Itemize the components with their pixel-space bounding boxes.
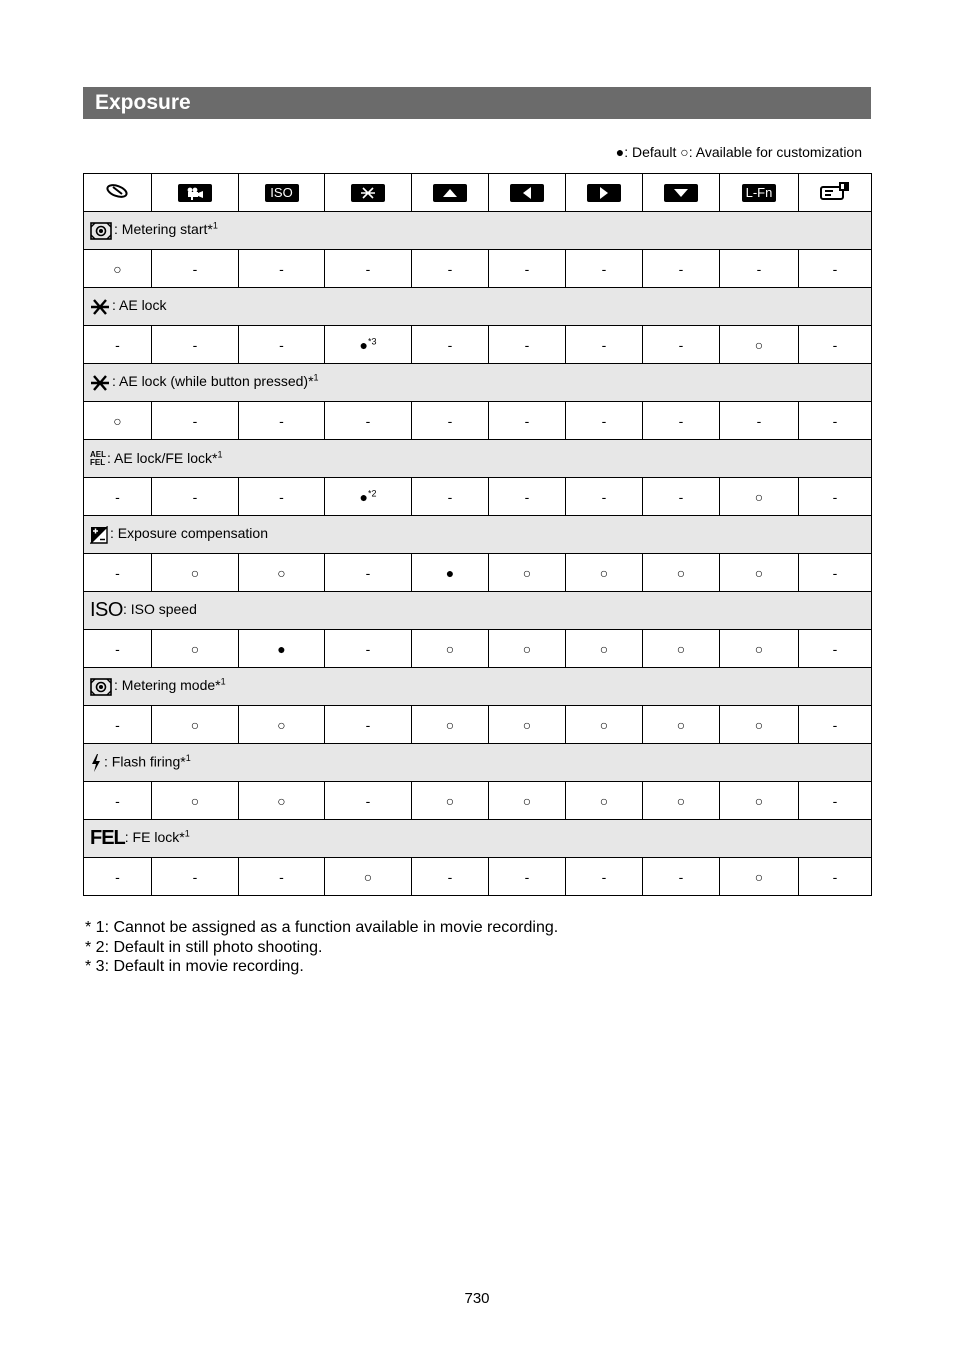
assignment-cell (799, 250, 872, 288)
assignment-cell (489, 706, 566, 744)
function-value-row (84, 402, 872, 440)
function-label: : Metering mode* (114, 677, 221, 694)
function-value-row (84, 858, 872, 896)
assignment-value: - (192, 868, 198, 885)
assignment-cell (566, 554, 643, 592)
assignment-cell (412, 326, 489, 364)
assignment-cell (489, 250, 566, 288)
assignment-cell (489, 402, 566, 440)
footnote-ref: 1 (220, 676, 226, 687)
assignment-cell (720, 554, 799, 592)
footnote-ref: 1 (217, 449, 223, 460)
assignment-value: ○ (522, 640, 532, 657)
function-label-cell (84, 212, 872, 250)
assignment-value: ○ (676, 792, 686, 809)
assignment-cell (489, 782, 566, 820)
assignment-cell (720, 326, 799, 364)
assignment-value: - (365, 564, 371, 581)
assignment-value: - (115, 716, 120, 733)
button-header-row (84, 174, 872, 212)
assignment-value: - (832, 260, 838, 277)
assignment-value: - (115, 336, 120, 353)
assignment-cell (239, 326, 325, 364)
fel-icon: FEL (90, 827, 125, 849)
multi-function-lock-icon (819, 181, 851, 201)
assignment-cell (152, 858, 239, 896)
function-label: : Metering start* (114, 221, 213, 238)
assignment-value: - (192, 260, 198, 277)
function-label-row (84, 516, 872, 554)
assignment-value: - (192, 488, 198, 505)
assignment-cell (84, 706, 152, 744)
up-cross-key-icon (433, 184, 467, 202)
function-label-row (84, 288, 872, 326)
assignment-cell (239, 402, 325, 440)
assignment-value: - (601, 336, 607, 353)
assignment-cell (412, 630, 489, 668)
column-header (84, 174, 152, 212)
column-header (489, 174, 566, 212)
assignment-cell (84, 782, 152, 820)
assignment-value: ○ (754, 792, 764, 809)
assignment-cell (566, 326, 643, 364)
assignment-cell (489, 478, 566, 516)
assignment-value: ● (445, 564, 455, 581)
assignment-cell (799, 858, 872, 896)
function-label-row (84, 440, 872, 478)
section-title: Exposure (83, 87, 871, 119)
ae-lock-icon (90, 374, 110, 392)
function-value-row (84, 250, 872, 288)
column-header (566, 174, 643, 212)
assignment-cell (325, 250, 412, 288)
function-label-row (84, 364, 872, 402)
assignment-cell (799, 782, 872, 820)
assignment-value: - (601, 412, 607, 429)
assignment-value: ○ (522, 716, 532, 733)
assignment-cell (152, 630, 239, 668)
function-value-row (84, 782, 872, 820)
assignment-cell (720, 630, 799, 668)
assignment-value: - (447, 488, 453, 505)
assignment-value: ● (359, 488, 368, 505)
assignment-cell (84, 250, 152, 288)
assignment-cell (325, 402, 412, 440)
function-label: : FE lock* (124, 829, 185, 846)
assignment-cell (643, 630, 720, 668)
down-cross-key-icon (664, 184, 698, 202)
assignment-value: ○ (676, 640, 686, 657)
assignment-value: - (678, 412, 684, 429)
assignment-value: ○ (445, 716, 455, 733)
assignment-cell (643, 250, 720, 288)
assignment-value: ○ (522, 564, 532, 581)
assignment-value: - (678, 488, 684, 505)
assignment-cell (84, 858, 152, 896)
function-label-row (84, 744, 872, 782)
assignment-cell (325, 858, 412, 896)
assignment-cell (799, 402, 872, 440)
assignment-value: - (365, 260, 371, 277)
assignment-value: - (601, 868, 607, 885)
assignment-value: - (115, 488, 120, 505)
footnote-ref: 1 (313, 372, 319, 383)
assignment-cell (643, 782, 720, 820)
assignment-value: ○ (445, 792, 455, 809)
assignment-cell (566, 478, 643, 516)
assignment-cell (643, 706, 720, 744)
assignment-value: ○ (522, 792, 532, 809)
assignment-value: - (447, 412, 453, 429)
assignment-value: - (115, 640, 120, 657)
assignment-cell (84, 326, 152, 364)
assignment-value: - (447, 260, 453, 277)
assignment-value: - (115, 868, 120, 885)
assignment-value: - (524, 868, 530, 885)
ae-lock-button-icon (351, 184, 385, 202)
assignment-value: ● (277, 640, 286, 657)
icon-text-bottom: FEL (90, 458, 106, 468)
assignment-value: ○ (277, 716, 286, 733)
assignment-value: ○ (363, 868, 373, 885)
assignment-cell (643, 858, 720, 896)
assignment-value: ○ (190, 564, 200, 581)
assignment-value: - (832, 336, 838, 353)
assignment-cell (566, 782, 643, 820)
function-label: : AE lock/FE lock* (107, 449, 218, 466)
footnote-ref: *3 (367, 335, 377, 346)
assignment-cell (489, 326, 566, 364)
function-label-cell (84, 592, 872, 630)
assignment-cell (239, 782, 325, 820)
legend: ●: Default ○: Available for customization (615, 144, 862, 160)
assignment-cell (720, 706, 799, 744)
assignment-value: - (365, 792, 371, 809)
assignment-cell (720, 858, 799, 896)
assignment-value: ○ (754, 564, 764, 581)
assignment-value: ○ (113, 260, 122, 277)
right-cross-key-icon (587, 184, 621, 202)
footnote: * 3: Default in movie recording. (85, 958, 304, 975)
assignment-value: - (678, 868, 684, 885)
assignment-value: ○ (190, 792, 200, 809)
movie-button-icon (178, 184, 212, 202)
footnote-ref: 1 (185, 752, 191, 763)
assignment-value: - (279, 868, 284, 885)
function-value-row (84, 630, 872, 668)
assignment-value: - (365, 640, 371, 657)
column-header (643, 174, 720, 212)
assignment-cell (643, 402, 720, 440)
assignment-cell (152, 706, 239, 744)
assignment-value: ○ (754, 640, 764, 657)
assignment-cell (566, 706, 643, 744)
metering-icon (90, 222, 112, 240)
assignment-value: ○ (754, 868, 764, 885)
assignment-cell (720, 402, 799, 440)
flash-icon (90, 753, 102, 773)
function-value-row (84, 478, 872, 516)
assignment-value: - (524, 412, 530, 429)
footnote: * 1: Cannot be assigned as a function available in movie recording. (85, 919, 559, 936)
column-header (239, 174, 325, 212)
assignment-cell (152, 782, 239, 820)
function-label-cell (84, 744, 872, 782)
assignment-value: ○ (277, 564, 286, 581)
assignment-value: - (832, 792, 838, 809)
assignment-value: ○ (599, 640, 609, 657)
function-label-cell (84, 516, 872, 554)
function-value-row (84, 326, 872, 364)
column-header (720, 174, 799, 212)
assignment-value: - (756, 412, 762, 429)
function-label-cell (84, 820, 872, 858)
assignment-value: - (279, 488, 284, 505)
assignment-value: ○ (754, 488, 764, 505)
assignment-value: - (365, 412, 371, 429)
l-fn-button-icon: L-Fn (742, 184, 776, 202)
ae-lock-icon (90, 298, 110, 316)
function-assignment-table (83, 173, 872, 896)
assignment-value: - (678, 336, 684, 353)
column-header (412, 174, 489, 212)
assignment-cell (489, 554, 566, 592)
assignment-cell (325, 326, 412, 364)
assignment-value: - (832, 868, 838, 885)
function-label-row (84, 212, 872, 250)
function-label-cell (84, 440, 872, 478)
assignment-value: - (279, 336, 284, 353)
assignment-cell (566, 630, 643, 668)
footnote: * 2: Default in still photo shooting. (85, 938, 323, 956)
assignment-value: ○ (190, 640, 200, 657)
function-label: : Exposure compensation (110, 525, 268, 542)
column-header (799, 174, 872, 212)
page-number: 730 (464, 1290, 490, 1307)
assignment-cell (489, 858, 566, 896)
assignment-value: - (832, 716, 838, 733)
assignment-cell (239, 554, 325, 592)
assignment-value: - (115, 792, 120, 809)
function-label: : ISO speed (122, 601, 197, 618)
assignment-cell (239, 250, 325, 288)
assignment-value: ○ (676, 564, 686, 581)
assignment-value: - (601, 488, 607, 505)
assignment-cell (412, 478, 489, 516)
assignment-cell (412, 250, 489, 288)
assignment-value: - (756, 260, 762, 277)
assignment-value: ○ (599, 716, 609, 733)
assignment-cell (643, 478, 720, 516)
assignment-value: - (678, 260, 684, 277)
function-label: : AE lock (112, 297, 167, 314)
assignment-value: - (832, 564, 838, 581)
assignment-value: ● (359, 336, 368, 353)
assignment-cell (720, 782, 799, 820)
function-value-row (84, 554, 872, 592)
footnote-ref: *2 (367, 487, 377, 498)
assignment-cell (412, 706, 489, 744)
assignment-value: - (279, 260, 284, 277)
iso-icon: ISO (90, 599, 123, 621)
assignment-cell (325, 630, 412, 668)
function-label: : AE lock (while button pressed)* (112, 373, 314, 390)
assignment-value: - (192, 336, 198, 353)
assignment-cell (566, 402, 643, 440)
assignment-value: ○ (277, 792, 286, 809)
assignment-cell (152, 478, 239, 516)
function-label-cell (84, 288, 872, 326)
ael-fel-icon (90, 451, 106, 467)
metering-icon (90, 678, 112, 696)
assignment-value: ○ (599, 792, 609, 809)
assignment-cell (412, 782, 489, 820)
assignment-cell (489, 630, 566, 668)
assignment-cell (152, 250, 239, 288)
assignment-value: - (115, 564, 120, 581)
assignment-value: - (365, 716, 371, 733)
assignment-value: - (447, 868, 453, 885)
assignment-cell (325, 782, 412, 820)
function-label-row (84, 592, 872, 630)
column-header (152, 174, 239, 212)
assignment-cell (412, 402, 489, 440)
assignment-cell (239, 478, 325, 516)
assignment-value: ○ (445, 640, 455, 657)
assignment-value: ○ (676, 716, 686, 733)
footnote-ref: 1 (184, 828, 190, 839)
assignment-cell (720, 478, 799, 516)
assignment-cell (152, 326, 239, 364)
assignment-cell (84, 478, 152, 516)
assignment-value: - (832, 412, 838, 429)
footnote-ref: 1 (212, 220, 218, 231)
assignment-cell (643, 554, 720, 592)
lens-button-icon (104, 182, 132, 200)
column-header (325, 174, 412, 212)
assignment-cell (412, 858, 489, 896)
icon-text-top: AEL (90, 450, 106, 460)
assignment-value: - (192, 412, 198, 429)
assignment-value: ○ (190, 716, 200, 733)
iso-button-icon: ISO (265, 184, 299, 202)
assignment-cell (239, 630, 325, 668)
function-label: : Flash firing* (104, 753, 186, 770)
function-label-row (84, 668, 872, 706)
assignment-cell (239, 858, 325, 896)
assignment-cell (325, 554, 412, 592)
assignment-cell (152, 402, 239, 440)
assignment-cell (325, 706, 412, 744)
assignment-value: ○ (754, 336, 764, 353)
assignment-value: - (524, 336, 530, 353)
assignment-cell (720, 250, 799, 288)
assignment-cell (84, 402, 152, 440)
assignment-cell (84, 554, 152, 592)
assignment-value: - (832, 640, 838, 657)
function-label-cell (84, 668, 872, 706)
assignment-cell (799, 326, 872, 364)
assignment-cell (412, 554, 489, 592)
assignment-cell (799, 478, 872, 516)
assignment-value: - (601, 260, 607, 277)
assignment-value: ○ (599, 564, 609, 581)
assignment-value: - (832, 488, 838, 505)
assignment-cell (152, 554, 239, 592)
assignment-value: ○ (113, 412, 122, 429)
assignment-cell (566, 858, 643, 896)
assignment-cell (799, 706, 872, 744)
assignment-value: - (447, 336, 453, 353)
left-cross-key-icon (510, 184, 544, 202)
assignment-value: ○ (754, 716, 764, 733)
assignment-cell (84, 630, 152, 668)
function-label-cell (84, 364, 872, 402)
exposure-compensation-icon (90, 526, 108, 544)
assignment-cell (799, 630, 872, 668)
assignment-value: - (524, 488, 530, 505)
assignment-cell (799, 554, 872, 592)
assignment-value: - (524, 260, 530, 277)
function-value-row (84, 706, 872, 744)
assignment-value: - (279, 412, 284, 429)
footnotes (85, 918, 558, 977)
assignment-cell (643, 326, 720, 364)
assignment-cell (325, 478, 412, 516)
assignment-cell (239, 706, 325, 744)
assignment-cell (566, 250, 643, 288)
function-label-row (84, 820, 872, 858)
